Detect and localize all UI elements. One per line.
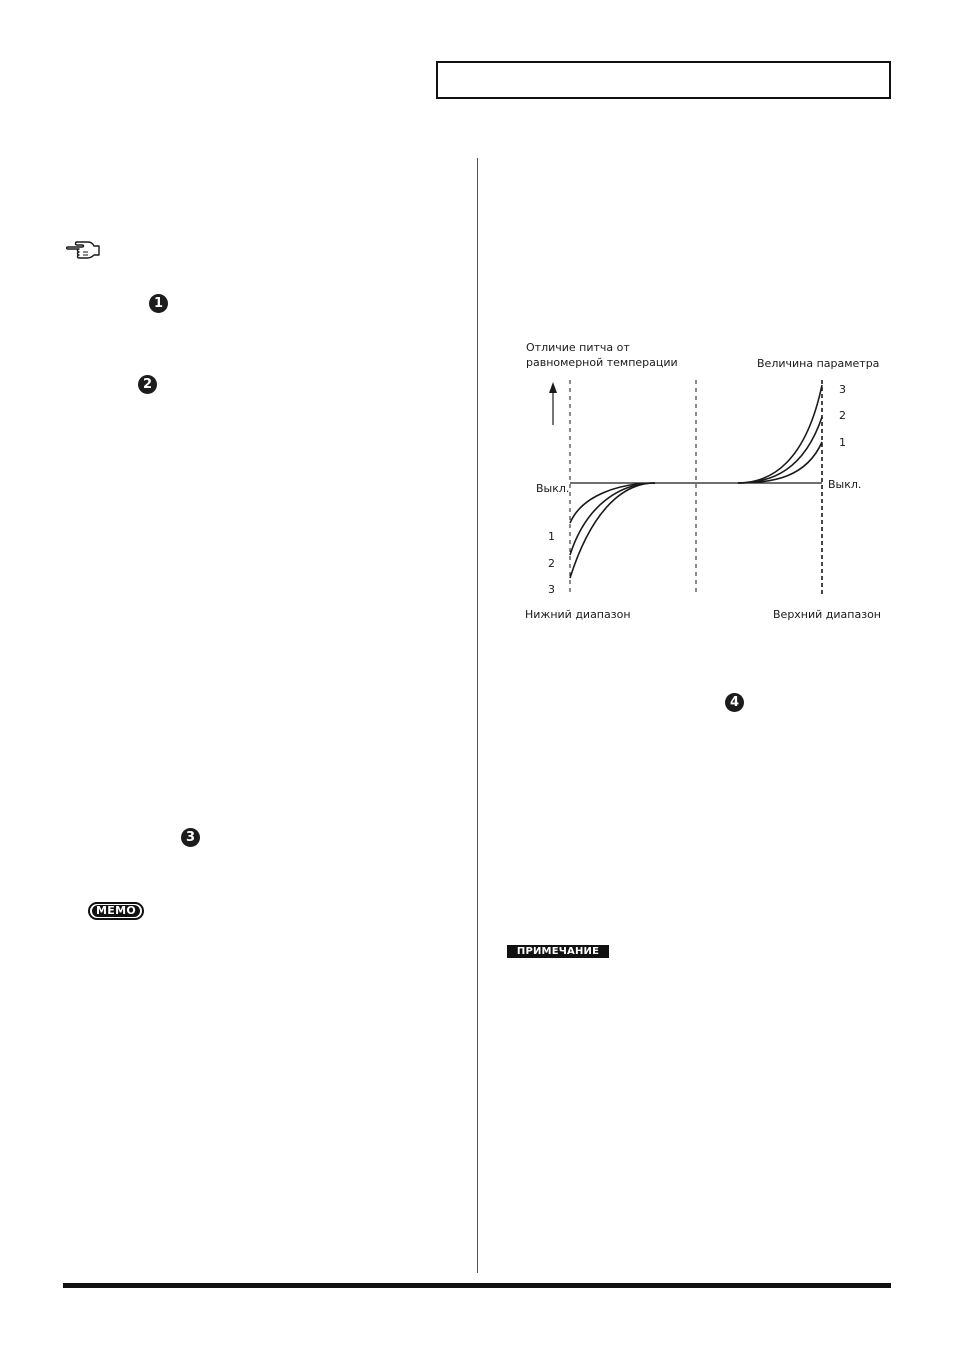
upper-level-label: 3 [839,383,846,396]
y-axis-label-line1: Отличие питча от [526,341,630,354]
lower-range-label: Нижний диапазон [525,608,631,621]
upper-curve-3 [738,385,822,483]
off-label-right: Выкл. [828,478,862,491]
lower-level-label: 2 [548,557,555,570]
up-arrow-icon [549,382,557,425]
step-1-badge: 1 [149,294,168,313]
step-2-badge: 2 [138,375,157,394]
upper-level-label: 1 [839,436,846,449]
footer-rule [63,1283,891,1288]
memo-label: MEMO [92,905,140,917]
note-badge: ПРИМЕЧАНИЕ [507,945,609,958]
off-label-left: Выкл. [536,482,570,495]
parameter-value-title: Величина параметра [757,357,880,370]
lower-level-label: 1 [548,530,555,543]
lower-curve-1 [570,483,655,523]
upper-level-label: 2 [839,409,846,422]
memo-badge [88,902,144,920]
stretch-tuning-diagram [510,335,890,635]
y-axis-label-line2: равномерной темперации [526,356,678,369]
lower-level-label: 3 [548,583,555,596]
step-4-badge: 4 [725,693,744,712]
upper-range-label: Верхний диапазон [773,608,881,621]
lower-curve-3 [570,483,655,578]
upper-curve-1 [738,442,822,483]
step-3-badge: 3 [181,828,200,847]
column-divider [477,158,478,1273]
pointing-hand-icon [66,240,102,260]
header-frame [436,61,891,99]
